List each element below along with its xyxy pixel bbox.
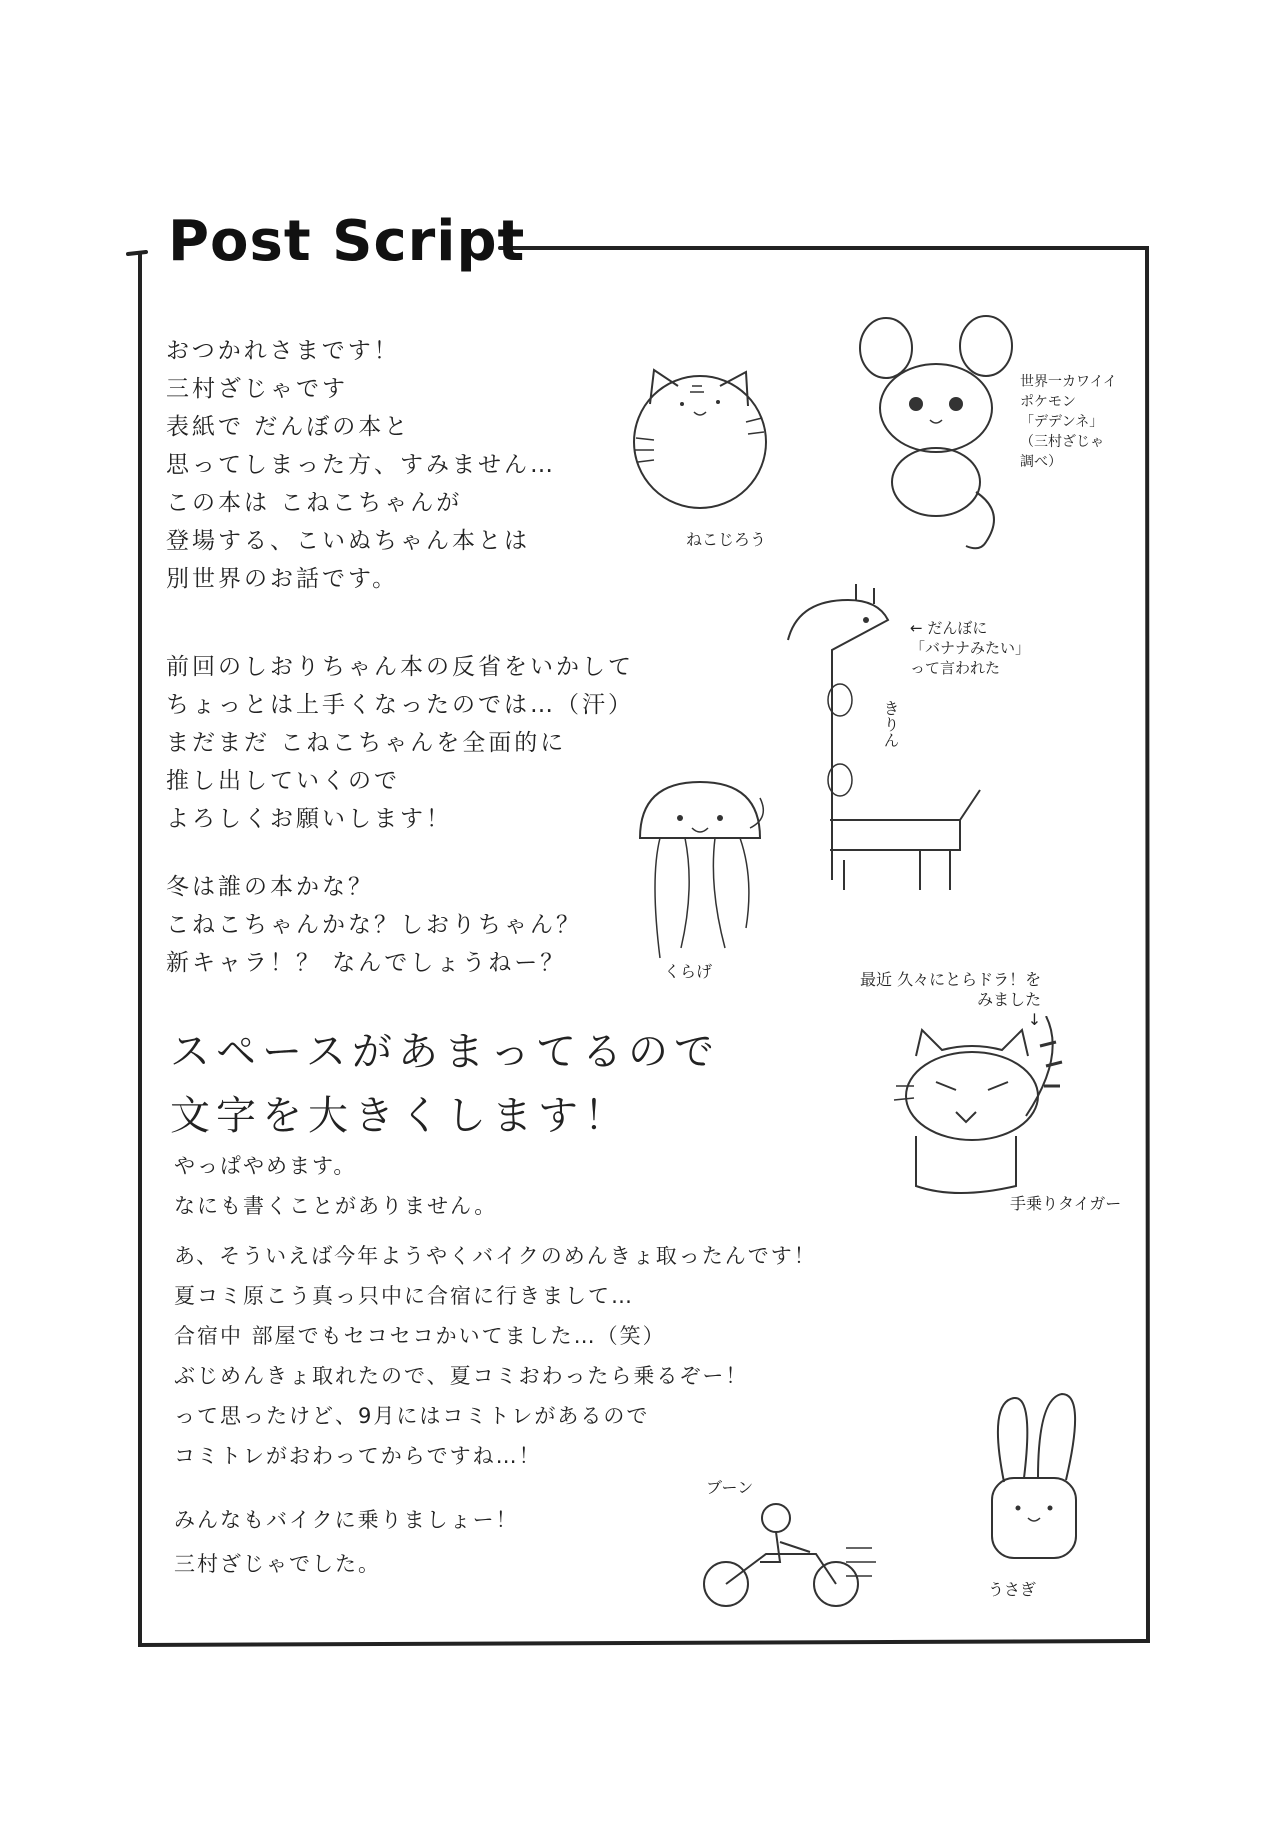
kirin-label: きりん (881, 700, 900, 748)
text-line: やっぱやめます。 (174, 1154, 357, 1178)
text-line: 思ってしまった方、すみません… (166, 452, 556, 478)
paragraph-intro (166, 332, 556, 598)
text-line: 推し出していくので (166, 768, 400, 794)
dedenne-note (1020, 372, 1117, 472)
dedenne-doodle (856, 312, 1026, 562)
text-line: あ、そういえば今年ようやくバイクのめんきょ取ったんです！ (174, 1244, 817, 1268)
boon-label: ブーン (706, 1478, 754, 1497)
usagi-label: うさぎ (988, 1580, 1037, 1599)
text-line: って思ったけど、9月にはコミトレがあるので (174, 1404, 650, 1428)
note-line: 「バナナみたい」 (910, 639, 1031, 657)
kurage-label: くらげ (664, 962, 713, 981)
note-line: 世界一カワイイ (1020, 374, 1117, 390)
text-line: 合宿中 部屋でもセコセコかいてました…（笑） (174, 1324, 666, 1348)
note-line: （三村ざじゃ (1020, 434, 1104, 450)
text-line: ちょっとは上手くなったのでは…（汗） (166, 692, 634, 718)
text-line: 三村ざじゃでした。 (174, 1552, 381, 1576)
text-line: 別世界のお話です。 (166, 566, 399, 592)
rabbit-doodle (974, 1388, 1094, 1578)
text-line: みんなもバイクに乗りましょー！ (174, 1508, 519, 1532)
text-line: 冬は誰の本かな？ (166, 874, 374, 900)
note-line: みました (977, 990, 1042, 1009)
note-line: 調べ） (1020, 454, 1062, 470)
round-cat-doodle (620, 342, 780, 512)
jellyfish-doodle (630, 778, 780, 978)
text-line: なにも書くことがありません。 (174, 1194, 498, 1218)
big-text-line: 文字を大きくします！ (170, 1093, 630, 1139)
text-line: 三村ざじゃです (166, 376, 348, 402)
text-line: こねこちゃんかな？しおりちゃん？ (166, 912, 582, 938)
text-line: 夏コミ原こう真っ只中に合宿に行きまして… (174, 1284, 634, 1308)
big-text-line: スペースがあまってるので (170, 1029, 720, 1075)
tiger-label: 手乗りタイガー (1010, 1194, 1122, 1213)
motorbike-doodle (696, 1498, 876, 1618)
text-line: よろしくお願いします！ (166, 806, 452, 832)
note-line: って言われた (910, 659, 1001, 677)
note-line: 「デデンネ」 (1020, 414, 1104, 430)
text-line: まだまだ こねこちゃんを全面的に (166, 730, 567, 756)
note-line: ↓ (1027, 1010, 1042, 1029)
text-line: 新キャラ！？ なんでしょうねー？ (166, 950, 567, 976)
text-line: おつかれさまです！ (166, 338, 400, 364)
paragraph-winter (166, 868, 582, 982)
big-text (170, 1020, 720, 1148)
tiger-doodle (876, 1016, 1076, 1206)
text-line: 前回のしおりちゃん本の反省をいかして (166, 654, 634, 680)
note-line: ← だんぼに (910, 619, 988, 637)
text-line: 登場する、こいぬちゃん本とは (166, 528, 530, 554)
page-title: Post Script (168, 209, 526, 274)
text-line: コミトレがおわってからですね…！ (174, 1444, 542, 1468)
danbo-note (910, 618, 1030, 678)
text-line: ぶじめんきょ取れたので、夏コミおわったら乗るぞー！ (174, 1364, 749, 1388)
nekojirou-label: ねこじろう (686, 530, 767, 549)
text-line: この本は こねこちゃんが (166, 490, 463, 516)
note-line: 最近 久々にとらドラ！を (860, 970, 1042, 989)
paragraph-reflection (166, 648, 634, 838)
text-line: 表紙で だんぼの本と (166, 414, 411, 440)
note-line: ポケモン (1020, 394, 1076, 410)
